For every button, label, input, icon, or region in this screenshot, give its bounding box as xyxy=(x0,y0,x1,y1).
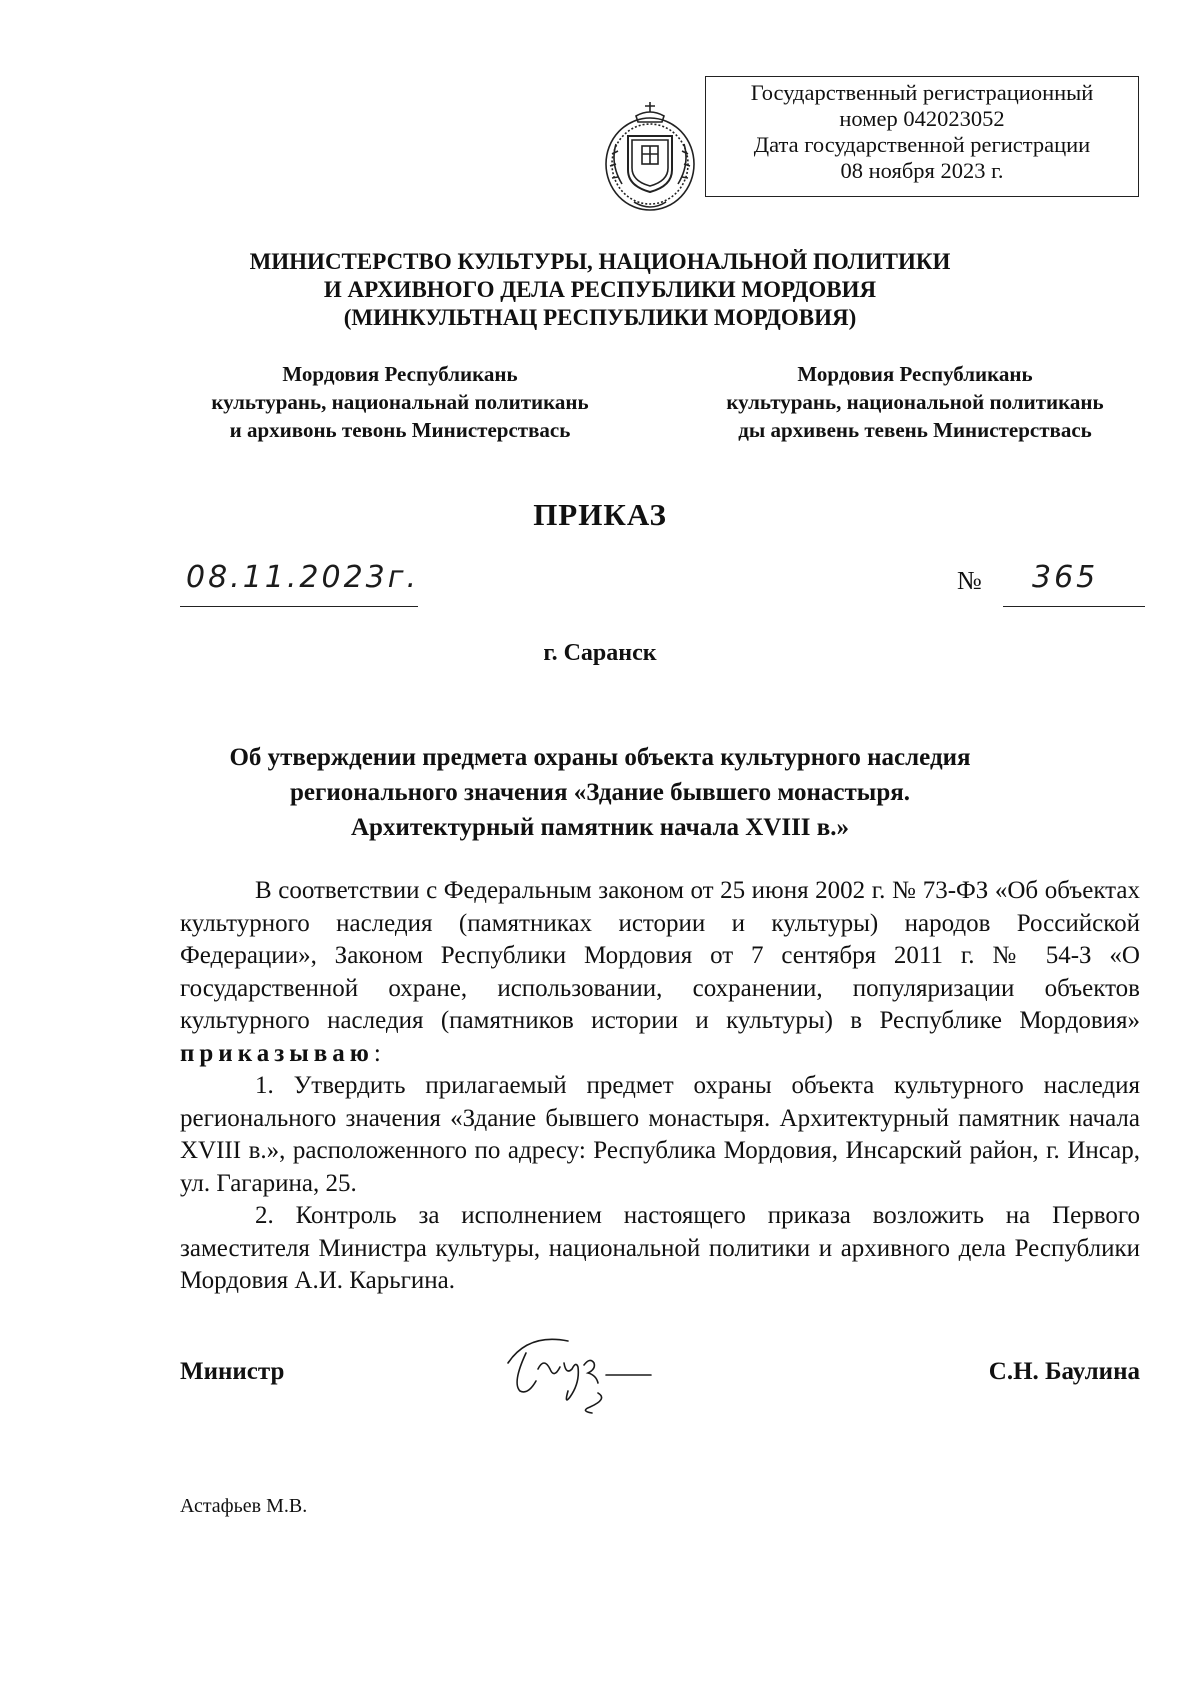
registration-stamp xyxy=(705,76,1139,197)
coat-of-arms-emblem xyxy=(598,94,702,218)
ministry-line: И АРХИВНОГО ДЕЛА РЕСПУБЛИКИ МОРДОВИЯ xyxy=(323,277,877,302)
ministry-name-moksha xyxy=(170,360,630,444)
signatory-name: С.Н. Баулина xyxy=(988,1358,1140,1385)
executor-name: Астафьев М.В. xyxy=(180,1495,308,1517)
ministry-header xyxy=(0,248,1200,332)
ministry-name-line: Мордовия Республикань xyxy=(797,362,1033,386)
city: г. Саранск xyxy=(543,640,657,666)
subject-line: Об утверждении предмета охраны объекта культурного наследия xyxy=(229,744,971,771)
command-colon: : xyxy=(373,1039,381,1067)
order-body xyxy=(180,875,1140,1298)
ministry-name-line: и архивонь тевонь Министерствась xyxy=(229,418,571,442)
ministry-name-line: культурань, национальной политикань xyxy=(726,390,1104,414)
order-subject xyxy=(0,740,1200,845)
order-number: 365 xyxy=(1032,560,1099,595)
ministry-line: МИНИСТЕРСТВО КУЛЬТУРЫ, НАЦИОНАЛЬНОЙ ПОЛИТИКИ xyxy=(249,249,951,274)
order-item-2: 2. Контроль за исполнением настоящего приказа возложить на Первого заместителя Министра культуры, национальной политики и архивного дела Республики Мордовия А.И. Карьгина. xyxy=(180,1202,1140,1294)
order-date: 08.11.2023г. xyxy=(186,560,420,595)
signatory-title: Министр xyxy=(180,1358,285,1385)
ministry-name-line: ды архивень тевень Министерствась xyxy=(738,418,1092,442)
registration-line: Дата государственной регистрации xyxy=(753,132,1091,157)
registration-date: 08 ноября 2023 г. xyxy=(840,158,1004,183)
order-number-label: № xyxy=(957,566,982,595)
subject-line: Архитектурный памятник начала XVIII в.» xyxy=(350,814,850,841)
document-type-heading: ПРИКАЗ xyxy=(533,497,667,532)
command-word: приказываю xyxy=(180,1039,374,1067)
preamble-paragraph xyxy=(180,875,1140,1070)
registration-line: Государственный регистрационный xyxy=(750,80,1094,105)
preamble-text: В соответствии с Федеральным законом от 25 июня 2002 г. № 73-ФЗ «Об объектах культурного наследия (памятниках истории и культуры) народов Российской Федерации», Законом Республики Мордовия от 7 сентября 2011 г. № 54-З «О государственной охране, использовании, сохранении, популяризации объектов культурного наследия (памятников истории и культуры) в Республике Мордовия» xyxy=(180,877,1140,1034)
ministry-line: (МИНКУЛЬТНАЦ РЕСПУБЛИКИ МОРДОВИЯ) xyxy=(343,305,857,330)
ministry-name-line: Мордовия Республикань xyxy=(282,362,518,386)
subject-line: регионального значения «Здание бывшего монастыря. xyxy=(290,779,910,806)
ministry-name-line: культурань, национальнай политикань xyxy=(211,390,589,414)
ministry-name-erzya xyxy=(675,360,1155,444)
handwritten-signature xyxy=(498,1323,708,1423)
registration-number: номер 042023052 xyxy=(839,106,1005,131)
order-item-1: 1. Утвердить прилагаемый предмет охраны объекта культурного наследия регионального значения «Здание бывшего монастыря. Архитектурный памятник начала XVIII в.», расположенного по адресу: Республика Мордовия, Инсарский район, г. Инсар, ул. Гагарина, 25. xyxy=(180,1072,1140,1197)
